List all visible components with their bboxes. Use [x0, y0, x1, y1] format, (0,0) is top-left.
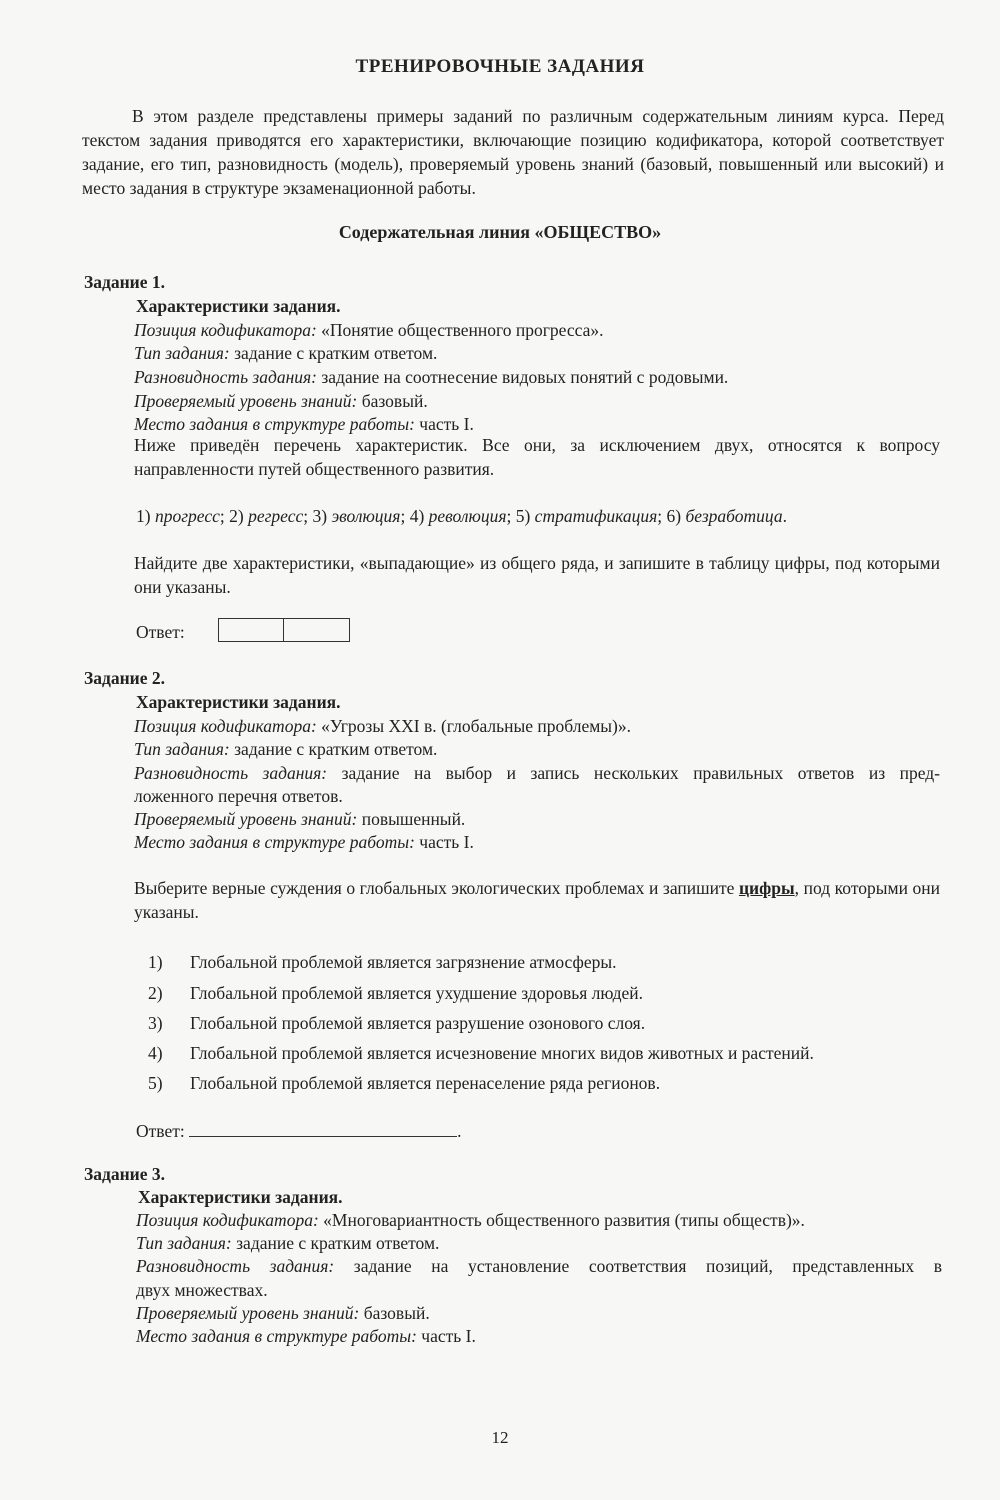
task2-type: Тип задания: задание с кратким ответом. [134, 739, 438, 759]
task3-codifier: Позиция кодификатора: «Многовариантность общественного развития (типы обществ)». [136, 1210, 805, 1230]
intro-paragraph: В этом разделе представлены примеры заданий по различным содержательным линиям курса. Перед текстом задания приводятся его характеристики, включающие позицию кодификатора, которой соответствует задание, его тип, разновидность (модель), проверяемый уровень знаний (базовый, повышенный или высокий) и место задания в структуре экзаменационной работы. [82, 106, 944, 198]
task2-option-num: 3) [148, 1013, 163, 1033]
page-number: 12 [491, 1428, 509, 1447]
task1-variety: Разновидность задания: задание на соотнесение видовых понятий с родовыми. [134, 367, 729, 387]
task1-instruction: Найдите две характеристики, «выпадающие» из общего ряда, и запишите в таблицу цифры, под которыми они указаны. [134, 553, 940, 597]
task2-label: Задание 2. [84, 668, 166, 688]
task3-level: Проверяемый уровень знаний: базовый. [136, 1303, 430, 1323]
task1-level: Проверяемый уровень знаний: базовый. [134, 391, 428, 411]
task2-characteristics: Характеристики задания. [136, 692, 341, 712]
task2-answer-line[interactable] [189, 1118, 457, 1137]
task3-label: Задание 3. [84, 1164, 166, 1184]
task1-answer-cell-1[interactable] [218, 618, 284, 642]
task2-option-num: 1) [148, 952, 163, 972]
task2-answer-label: Ответ: [136, 1121, 185, 1141]
task1-answer-cell-2[interactable] [283, 618, 350, 642]
task2-level: Проверяемый уровень знаний: повышенный. [134, 809, 466, 829]
page-title: ТРЕНИРОВОЧНЫЕ ЗАДАНИЯ [355, 56, 645, 77]
task2-prompt: Выберите верные суждения о глобальных экологических проблемах и запишите цифры, под которыми они указаны. [134, 878, 941, 922]
task2-variety-cont: ложенного перечня ответов. [134, 786, 343, 806]
task3-place: Место задания в структуре работы: часть I. [136, 1326, 476, 1346]
task2-option-num: 4) [148, 1043, 163, 1063]
task2-option-num: 2) [148, 983, 163, 1003]
task1-text: Ниже приведён перечень характеристик. Все они, за исключением двух, относятся к вопросу направленности путей общественного развития. [134, 435, 940, 479]
task2-option-text: Глобальной проблемой является разрушение озонового слоя. [190, 1013, 646, 1033]
task2-answer: Ответ: . [136, 1118, 461, 1142]
task2-option-text: Глобальной проблемой является загрязнение атмосферы. [190, 952, 617, 972]
task1-place: Место задания в структуре работы: часть I. [134, 414, 474, 434]
task3-variety-cont: двух множествах. [136, 1280, 268, 1300]
section-title: Содержательная линия «ОБЩЕСТВО» [338, 222, 662, 242]
task2-place: Место задания в структуре работы: часть I. [134, 832, 474, 852]
task1-type: Тип задания: задание с кратким ответом. [134, 343, 438, 363]
task2-option-text: Глобальной проблемой является перенаселение ряда регионов. [190, 1073, 661, 1093]
task1-codifier: Позиция кодификатора: «Понятие общественного прогресса». [134, 320, 604, 340]
task2-codifier: Позиция кодификатора: «Угрозы XXI в. (глобальные проблемы)». [134, 716, 631, 736]
task2-option-text: Глобальной проблемой является ухудшение здоровья людей. [190, 983, 644, 1003]
task2-option-num: 5) [148, 1073, 163, 1093]
task3-variety: Разновидность задания: задание на установление соответствия позиций, представленных в [136, 1256, 943, 1276]
task2-option-text: Глобальной проблемой является исчезновение многих видов животных и растений. [190, 1043, 814, 1063]
task1-answer-label: Ответ: [136, 622, 185, 642]
task3-type: Тип задания: задание с кратким ответом. [136, 1233, 440, 1253]
task1-items: 1) прогресс; 2) регресс; 3) эволюция; 4) революция; 5) стратификация; 6) безработица. [136, 506, 787, 526]
task3-characteristics: Характеристики задания. [138, 1187, 343, 1207]
task1-characteristics: Характеристики задания. [136, 296, 341, 316]
task2-variety: Разновидность задания: задание на выбор и запись нескольких правильных ответов из пред- [134, 763, 941, 783]
task1-label: Задание 1. [84, 272, 166, 292]
